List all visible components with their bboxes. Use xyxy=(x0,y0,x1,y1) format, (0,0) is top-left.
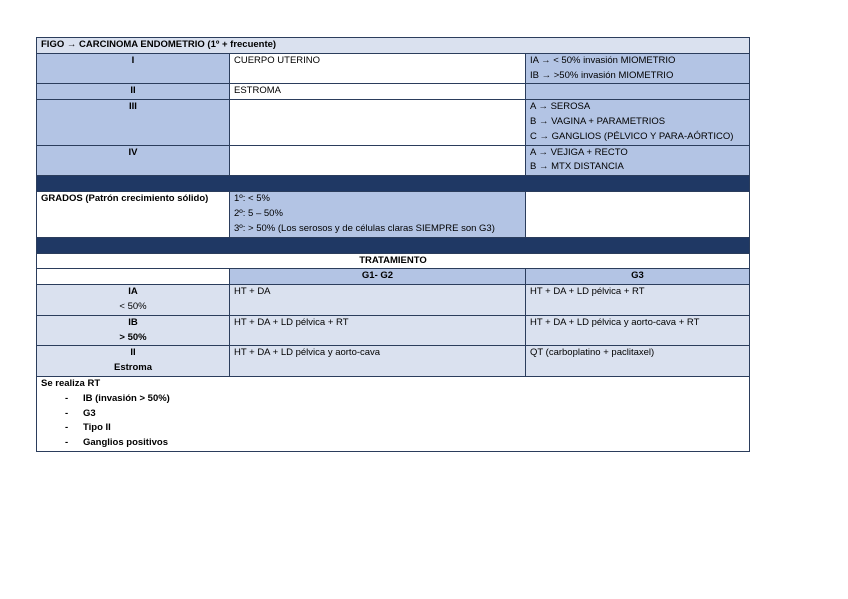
table-title: FIGO → CARCINOMA ENDOMETRIO (1º + frecuente) xyxy=(37,38,750,54)
rt-item-text: IB (invasión > 50%) xyxy=(83,392,170,404)
treatment-g1g2: HT + DA + LD pélvica + RT xyxy=(230,315,526,346)
grade-line: 3º: > 50% (Los serosos y de células claras SIEMPRE son G3) xyxy=(234,222,495,234)
stage-details xyxy=(526,84,750,100)
stage-row xyxy=(37,145,750,176)
treatment-stage xyxy=(37,285,230,316)
treatment-g3: HT + DA + LD pélvica + RT xyxy=(526,285,750,316)
stage-details xyxy=(526,145,750,176)
treatment-row xyxy=(37,346,750,377)
rt-item xyxy=(41,421,745,436)
rt-note xyxy=(37,376,750,451)
treatment-g3: HT + DA + LD pélvica y aorto-cava + RT xyxy=(526,315,750,346)
stage-row xyxy=(37,100,750,145)
rt-note-row xyxy=(37,376,750,451)
col-g3-header: G3 xyxy=(526,269,750,285)
stage-location: ESTROMA xyxy=(230,84,526,100)
rt-note-heading: Se realiza RT xyxy=(41,377,101,389)
treatment-stage-label: IB xyxy=(128,316,138,328)
col-g1g2-header: G1- G2 xyxy=(230,269,526,285)
stage-detail: B → MTX DISTANCIA xyxy=(530,161,624,173)
stage-detail: A → SEROSA xyxy=(530,101,591,113)
treatment-header-row xyxy=(37,269,750,285)
treatment-title-row xyxy=(37,253,750,269)
section-divider xyxy=(37,176,750,192)
stage-row xyxy=(37,84,750,100)
rt-item-text: G3 xyxy=(83,407,96,419)
stage-location xyxy=(230,145,526,176)
grades-empty xyxy=(526,192,750,237)
treatment-stage xyxy=(37,346,230,377)
title-row xyxy=(37,38,750,54)
section-divider xyxy=(37,237,750,253)
treatment-stage-label: IA xyxy=(128,286,138,298)
stage-location: CUERPO UTERINO xyxy=(230,53,526,84)
treatment-row xyxy=(37,315,750,346)
stage-detail: IB → >50% invasión MIOMETRIO xyxy=(530,69,674,81)
treatment-stage-sub: Estroma xyxy=(113,362,152,374)
rt-item xyxy=(41,436,745,451)
stage-label: III xyxy=(37,100,230,145)
grades-lines xyxy=(230,192,526,237)
stage-detail: A → VEJIGA + RECTO xyxy=(530,146,628,158)
bullet-dash: - xyxy=(65,407,69,419)
stage-row xyxy=(37,53,750,84)
treatment-stage-sub: > 50% xyxy=(119,331,147,343)
grade-line: 2º: 5 – 50% xyxy=(234,207,283,219)
stage-label: IV xyxy=(37,145,230,176)
stage-label: II xyxy=(37,84,230,100)
bullet-dash: - xyxy=(65,392,69,404)
treatment-stage-sub: < 50% xyxy=(119,300,147,312)
figo-table xyxy=(36,37,750,452)
treatment-title: TRATAMIENTO xyxy=(37,253,750,269)
stage-detail: B → VAGINA + PARAMETRIOS xyxy=(530,115,666,127)
rt-item xyxy=(41,392,745,407)
grade-line: 1º: < 5% xyxy=(234,193,270,205)
treatment-stage-label: II xyxy=(130,347,136,359)
treatment-g1g2: HT + DA xyxy=(230,285,526,316)
rt-item-text: Tipo II xyxy=(83,422,111,434)
bullet-dash: - xyxy=(65,437,69,449)
rt-item xyxy=(41,407,745,422)
bullet-dash: - xyxy=(65,422,69,434)
stage-detail: C → GANGLIOS (PÉLVICO Y PARA-AÓRTICO) xyxy=(530,130,734,142)
treatment-g3: QT (carboplatino + paclitaxel) xyxy=(526,346,750,377)
stage-details xyxy=(526,100,750,145)
stage-details xyxy=(526,53,750,84)
stage-label: I xyxy=(37,53,230,84)
treatment-g1g2: HT + DA + LD pélvica y aorto-cava xyxy=(230,346,526,377)
treatment-row xyxy=(37,285,750,316)
treatment-stage xyxy=(37,315,230,346)
stage-location xyxy=(230,100,526,145)
grades-label: GRADOS (Patrón crecimiento sólido) xyxy=(37,192,230,237)
rt-item-text: Ganglios positivos xyxy=(83,437,168,449)
grades-row xyxy=(37,192,750,237)
stage-detail: IA → < 50% invasión MIOMETRIO xyxy=(530,54,676,66)
treatment-header-empty xyxy=(37,269,230,285)
